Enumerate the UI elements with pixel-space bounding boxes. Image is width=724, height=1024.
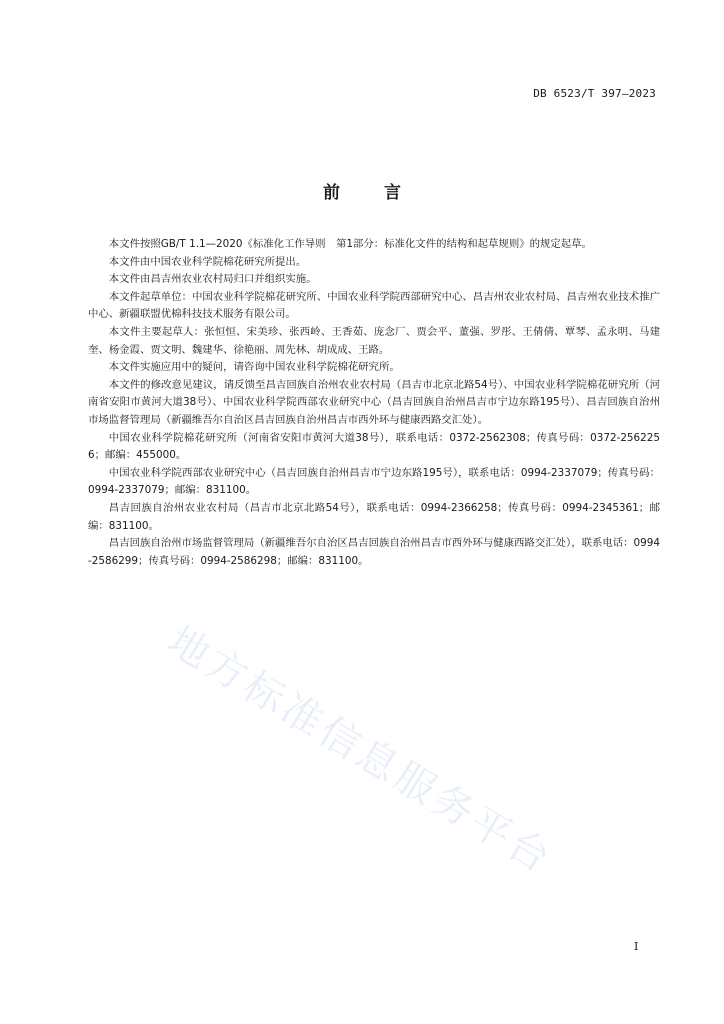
page-title: 前言 (323, 183, 445, 203)
foreword-body (88, 236, 660, 570)
watermark: 地方标准信息服务平台 (159, 617, 561, 884)
page-number: I (634, 940, 639, 953)
paragraph: 本文件由昌吉州农业农村局归口并组织实施。 (108, 273, 317, 286)
paragraph: 昌吉回族自治州农业农村局（昌吉市北京北路54号），联系电话：0994-2366258；传真号码：0994-2345361；邮编：831100。 (88, 501, 660, 532)
paragraph: 本文件实施应用中的疑问，请咨询中国农业科学院棉花研究所。 (108, 361, 400, 374)
paragraph: 昌吉回族自治州市场监督管理局（新疆维吾尔自治区昌吉回族自治州昌吉市西外环与健康西路交汇处），联系电话：0994-2586299；传真号码：0994-2586298；邮编：831100。 (88, 537, 660, 567)
paragraph: 中国农业科学院棉花研究所（河南省安阳市黄河大道38号），联系电话：0372-2562308；传真号码：0372-2562256；邮编：455000。 (88, 431, 660, 462)
paragraph: 本文件主要起草人：张恒恒、宋美珍、张西岭、王香茹、庞念厂、贾会平、董强、罗彤、王倩倩、覃琴、孟永明、马建奎、杨金霞、贾文明、魏建华、徐艳丽、周先林、胡成成、王路。 (88, 325, 660, 356)
paragraph: 本文件的修改意见建议，请反馈至昌吉回族自治州农业农村局（昌吉市北京北路54号）、中国农业科学院棉花研究所（河南省安阳市黄河大道38号）、中国农业科学院西部农业研究中心（昌吉回族自治州昌吉市宁边东路195号）、昌吉回族自治州市场监督管理局（新疆维吾尔自治区昌吉回族自治州昌吉市西外环与健康西路交汇处）。 (88, 378, 660, 426)
paragraph: 本文件起草单位：中国农业科学院棉花研究所、中国农业科学院西部研究中心、昌吉州农业农村局、昌吉州农业技术推广中心、新疆联盟优棉科技技术服务有限公司。 (88, 290, 660, 321)
paragraph: 本文件按照GB/T 1.1—2020《标准化工作导则 第1部分：标准化文件的结构和起草规则》的规定起草。 (108, 238, 592, 250)
paragraph: 中国农业科学院西部农业研究中心（昌吉回族自治州昌吉市宁边东路195号），联系电话：0994-2337079；传真号码：0994-2337079；邮编：831100。 (88, 466, 660, 497)
standard-number: DB 6523/T 397—2023 (533, 87, 656, 100)
paragraph: 本文件由中国农业科学院棉花研究所提出。 (108, 255, 307, 268)
